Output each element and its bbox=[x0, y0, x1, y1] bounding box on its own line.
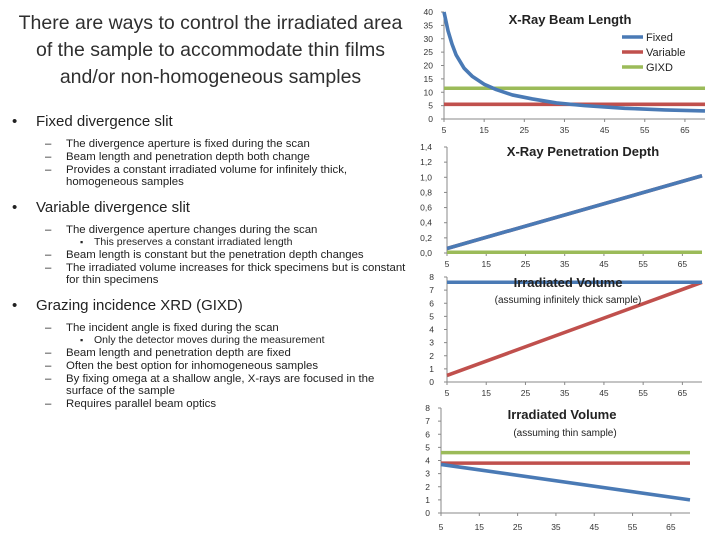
y-tick-label: 10 bbox=[423, 87, 433, 98]
y-tick-label: 20 bbox=[423, 60, 433, 71]
y-tick-label: 0 bbox=[428, 114, 433, 124]
x-tick-label: 65 bbox=[666, 522, 676, 532]
y-tick-label: 8 bbox=[425, 403, 430, 413]
sub-bullet-text: The divergence aperture is fixed during the scan bbox=[66, 138, 310, 150]
legend-label-variable: Variable bbox=[646, 47, 686, 59]
sub-bullet-text: Provides a constant irradiated volume for infinitely thick, homogeneous samples bbox=[66, 164, 348, 188]
legend-label-gixd: GIXD bbox=[646, 62, 673, 74]
dash-icon: – bbox=[45, 347, 52, 359]
x-tick-label: 35 bbox=[559, 388, 570, 398]
y-tick-label: 1,4 bbox=[420, 142, 432, 152]
x-tick-label: 35 bbox=[559, 259, 570, 269]
y-tick-label: 2 bbox=[429, 350, 434, 361]
dash-icon: – bbox=[45, 398, 52, 410]
x-tick-label: 65 bbox=[677, 388, 688, 398]
x-tick-label: 35 bbox=[559, 125, 570, 135]
bullet-text: Fixed divergence slit bbox=[36, 113, 173, 130]
y-tick-label: 5 bbox=[425, 442, 430, 453]
bullet-dot-icon: • bbox=[12, 199, 18, 216]
series-line-fixed bbox=[447, 176, 702, 249]
x-tick-label: 5 bbox=[444, 388, 450, 398]
y-tick-label: 15 bbox=[423, 73, 433, 84]
y-tick-label: 6 bbox=[425, 429, 430, 440]
dash-icon: – bbox=[45, 373, 52, 385]
y-tick-label: 1 bbox=[425, 494, 430, 505]
y-tick-label: 1,0 bbox=[420, 172, 432, 183]
x-tick-label: 65 bbox=[677, 259, 688, 269]
y-tick-label: 25 bbox=[423, 47, 433, 58]
y-tick-label: 6 bbox=[429, 298, 434, 309]
x-tick-label: 45 bbox=[599, 259, 609, 269]
y-tick-label: 3 bbox=[429, 337, 434, 348]
sub-bullet-text: By fixing omega at a shallow angle, X-rays are focused in the surface of the sample bbox=[66, 373, 375, 397]
chart-subtitle: (assuming thin sample) bbox=[513, 428, 617, 439]
dash-icon: – bbox=[45, 151, 52, 163]
y-tick-label: 1,2 bbox=[420, 157, 432, 168]
x-tick-label: 45 bbox=[599, 388, 609, 398]
x-tick-label: 5 bbox=[438, 522, 444, 532]
x-tick-label: 55 bbox=[638, 259, 648, 269]
sub-bullet-text: Beam length and penetration depth are fixed bbox=[66, 347, 291, 359]
x-tick-label: 35 bbox=[551, 522, 561, 532]
chart-1 bbox=[424, 7, 705, 135]
y-tick-label: 30 bbox=[423, 33, 433, 44]
sub-sub-bullet-text: Only the detector moves during the measurement bbox=[94, 334, 325, 346]
sub-sub-bullet-text: This preserves a constant irradiated length bbox=[94, 236, 293, 248]
y-tick-label: 7 bbox=[425, 416, 430, 427]
y-tick-label: 0 bbox=[429, 377, 434, 387]
dash-icon: – bbox=[45, 249, 52, 261]
sub-bullet-text: The incident angle is fixed during the scan bbox=[66, 322, 279, 334]
y-tick-label: 4 bbox=[429, 324, 434, 335]
chart-title: Irradiated Volume bbox=[513, 275, 623, 290]
y-tick-label: 5 bbox=[428, 100, 433, 111]
bullet-dot-icon: • bbox=[12, 113, 18, 130]
chart-subtitle: (assuming infinitely thick sample) bbox=[494, 295, 642, 306]
chart-title: Irradiated Volume bbox=[507, 407, 617, 422]
chart-legend bbox=[622, 32, 686, 74]
chart-4 bbox=[425, 403, 690, 532]
dash-icon: – bbox=[45, 322, 52, 334]
y-tick-label: 0 bbox=[425, 508, 430, 518]
x-tick-label: 25 bbox=[512, 522, 523, 532]
chart-title: X-Ray Penetration Depth bbox=[506, 144, 660, 159]
x-tick-label: 55 bbox=[627, 522, 638, 532]
bullet-text: Grazing incidence XRD (GIXD) bbox=[36, 297, 243, 314]
sub-bullet-text: The divergence aperture changes during the scan bbox=[66, 224, 318, 236]
sub-bullet-text: Often the best option for inhomogeneous samples bbox=[66, 360, 319, 372]
y-tick-label: 0,4 bbox=[420, 217, 432, 228]
x-tick-label: 45 bbox=[599, 125, 610, 135]
dash-icon: – bbox=[45, 138, 52, 150]
x-tick-label: 15 bbox=[479, 125, 489, 135]
sub-bullet-text: Requires parallel beam optics bbox=[66, 398, 217, 410]
y-tick-label: 40 bbox=[423, 7, 433, 17]
x-tick-label: 15 bbox=[474, 522, 485, 532]
dash-icon: – bbox=[45, 262, 52, 274]
chart-2 bbox=[420, 142, 702, 269]
dash-icon: – bbox=[45, 164, 52, 176]
y-tick-label: 7 bbox=[429, 285, 434, 296]
x-tick-label: 15 bbox=[481, 259, 491, 269]
x-tick-label: 5 bbox=[444, 259, 450, 269]
chart-3 bbox=[429, 272, 702, 398]
square-bullet-icon: ▪ bbox=[80, 335, 84, 345]
slide-title: There are ways to control the irradiated area of the sample to accommodate thin films and/or non-homogeneous samples bbox=[18, 12, 403, 88]
series-line-fixed bbox=[441, 464, 690, 499]
y-tick-label: 0,6 bbox=[420, 202, 432, 213]
x-tick-label: 65 bbox=[680, 125, 690, 135]
y-tick-label: 1 bbox=[429, 363, 434, 374]
y-tick-label: 35 bbox=[423, 20, 433, 31]
y-tick-label: 4 bbox=[425, 455, 430, 466]
sub-bullet-text: Beam length and penetration depth both change bbox=[66, 151, 310, 163]
x-tick-label: 5 bbox=[441, 125, 447, 135]
dash-icon: – bbox=[45, 360, 52, 372]
sub-bullet-text: The irradiated volume increases for thick specimens but is constant for thin specimens bbox=[66, 262, 406, 286]
bullet-dot-icon: • bbox=[12, 297, 18, 314]
x-tick-label: 25 bbox=[520, 388, 531, 398]
x-tick-label: 55 bbox=[638, 388, 648, 398]
y-tick-label: 3 bbox=[425, 468, 430, 479]
y-tick-label: 0,8 bbox=[420, 187, 432, 198]
bullet-text: Variable divergence slit bbox=[36, 199, 190, 216]
y-tick-label: 5 bbox=[429, 311, 434, 322]
sub-bullet-text: Beam length is constant but the penetration depth changes bbox=[66, 249, 364, 261]
chart-title: X-Ray Beam Length bbox=[508, 12, 632, 27]
y-tick-label: 2 bbox=[425, 481, 430, 492]
dash-icon: – bbox=[45, 224, 52, 236]
square-bullet-icon: ▪ bbox=[80, 237, 84, 247]
y-tick-label: 0,2 bbox=[420, 232, 432, 243]
x-tick-label: 25 bbox=[519, 125, 530, 135]
y-tick-label: 8 bbox=[429, 272, 434, 282]
y-tick-label: 0,0 bbox=[420, 248, 432, 258]
x-tick-label: 25 bbox=[520, 259, 531, 269]
legend-label-fixed: Fixed bbox=[646, 32, 673, 44]
x-tick-label: 55 bbox=[640, 125, 650, 135]
x-tick-label: 45 bbox=[589, 522, 599, 532]
x-tick-label: 15 bbox=[481, 388, 491, 398]
